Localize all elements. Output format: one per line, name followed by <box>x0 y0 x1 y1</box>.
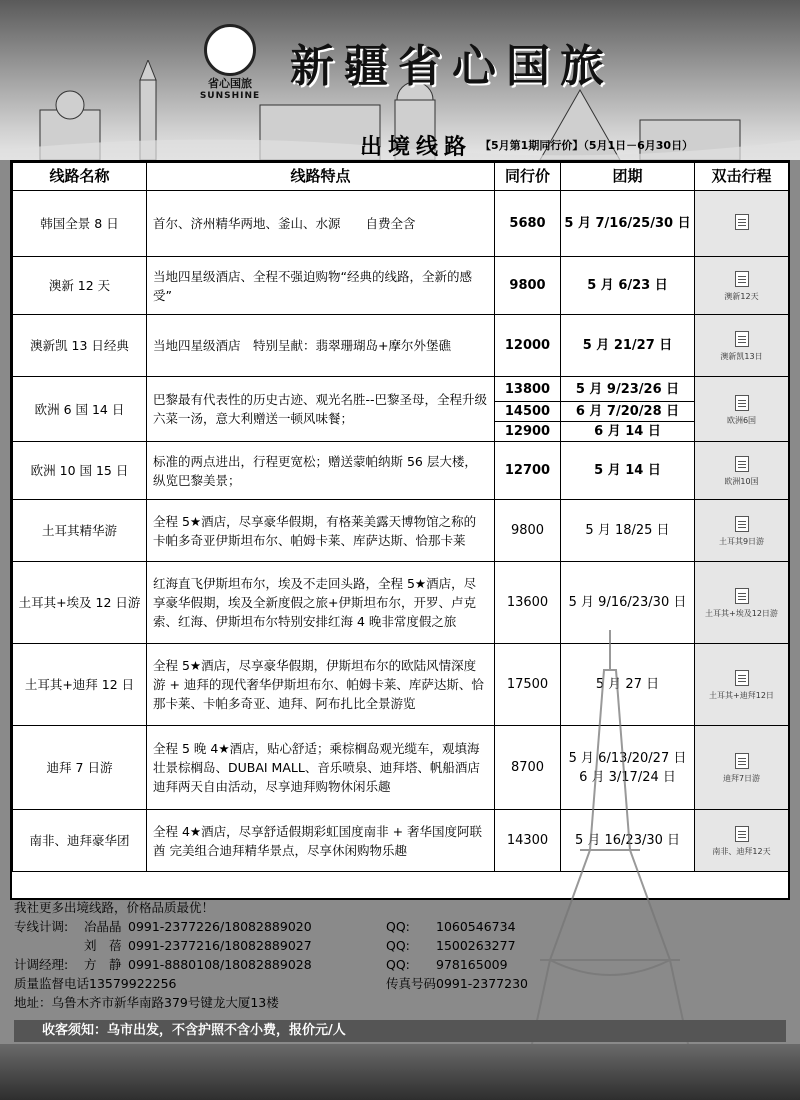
itinerary-link[interactable] <box>695 810 789 872</box>
document-icon[interactable] <box>735 670 749 686</box>
document-icon[interactable] <box>735 331 749 347</box>
booking-notice: 收客须知：乌市出发，不含护照不含小费，报价元/人 <box>14 1020 786 1042</box>
route-features: 巴黎最有代表性的历史古迹、观光名胜--巴黎圣母，全程升级六菜一汤，意大利赠送一顿风味餐； <box>147 377 495 442</box>
logo-text <box>190 78 270 102</box>
contact-qq: 1500263277 <box>436 938 516 953</box>
contact-line <box>14 936 786 955</box>
table-row <box>13 191 789 257</box>
address: 地址：乌鲁木齐市新华南路379号键龙大厦13楼 <box>14 995 279 1010</box>
document-icon[interactable] <box>735 588 749 604</box>
contact-qq: 1060546734 <box>436 919 516 934</box>
table-header-row <box>13 163 789 191</box>
contact-qq-label: QQ: <box>386 919 410 934</box>
itinerary-link[interactable] <box>695 644 789 726</box>
route-name: 欧洲 6 国 14 日 <box>13 377 147 442</box>
route-dates: 5 月 27 日 <box>561 644 695 726</box>
route-name: 韩国全景 8 日 <box>13 191 147 257</box>
contact-role: 计调经理: <box>14 957 69 972</box>
contact-intro: 我社更多出境线路，价格品质最优！ <box>14 900 215 915</box>
page-subtitle: 出境线路 <box>360 134 473 160</box>
document-icon[interactable] <box>735 753 749 769</box>
table-row <box>13 257 789 315</box>
fax-number: 传真号码0991-2377230 <box>386 976 528 991</box>
route-dates: 6 月 7/20/28 日 <box>561 402 695 422</box>
globe-heart-icon <box>204 24 256 76</box>
supervision-phone: 质量监督电话13579922256 <box>14 976 177 991</box>
route-name: 南非、迪拜豪华团 <box>13 810 147 872</box>
document-icon[interactable] <box>735 214 749 230</box>
route-dates: 5 月 21/27 日 <box>561 315 695 377</box>
contact-name: 刘 蓓 <box>84 938 122 953</box>
route-features: 标准的两点进出，行程更宽松；赠送蒙帕纳斯 56 层大楼，纵览巴黎美景； <box>147 442 495 500</box>
contact-qq-label: QQ: <box>386 938 410 953</box>
route-dates: 5 月 16/23/30 日 <box>561 810 695 872</box>
contact-role <box>14 936 84 955</box>
col-header-dates: 团期 <box>561 163 695 191</box>
route-name: 土耳其+埃及 12 日游 <box>13 562 147 644</box>
itinerary-label[interactable]: 南非、迪拜12天 <box>712 847 771 856</box>
col-header-name: 线路名称 <box>13 163 147 191</box>
route-dates: 5 月 14 日 <box>561 442 695 500</box>
header-banner <box>0 0 800 160</box>
itinerary-link[interactable] <box>695 315 789 377</box>
route-features: 全程 5 晚 4★酒店，贴心舒适；乘棕榈岛观光缆车，观填海壮景棕榈岛、DUBAI MALL、音乐喷泉、迪拜塔、帆船酒店迪拜两天自由活动，尽享迪拜购物休闲乐趣 <box>147 726 495 810</box>
subtitle-bar <box>360 132 693 158</box>
logo-en: SUNSHINE <box>199 91 261 101</box>
document-icon[interactable] <box>735 516 749 532</box>
itinerary-link[interactable] <box>695 442 789 500</box>
route-dates: 6 月 14 日 <box>561 422 695 442</box>
itinerary-link[interactable] <box>695 377 789 442</box>
route-price: 9800 <box>495 500 561 562</box>
itinerary-label[interactable]: 欧洲6国 <box>726 415 757 425</box>
contact-line <box>14 917 786 936</box>
contact-name: 冶晶晶 <box>84 919 122 934</box>
contact-section <box>14 898 786 1012</box>
itinerary-label[interactable]: 土耳其+埃及12日游 <box>705 609 778 618</box>
document-icon[interactable] <box>735 826 749 842</box>
document-icon[interactable] <box>735 271 749 287</box>
route-name: 澳新凯 13 日经典 <box>13 315 147 377</box>
route-features: 当地四星级酒店、全程不强迫购物“经典的线路，全新的感受” <box>147 257 495 315</box>
route-dates: 5 月 6/23 日 <box>561 257 695 315</box>
contact-phone: 0991-2377226/18082889020 <box>128 919 312 934</box>
contact-name: 方 静 <box>84 957 122 972</box>
contact-phone: 0991-2377216/18082889027 <box>128 938 312 953</box>
route-features: 首尔、济州精华两地、釜山、水源 自费全含 <box>147 191 495 257</box>
itinerary-link[interactable] <box>695 726 789 810</box>
route-price: 17500 <box>495 644 561 726</box>
route-price: 14300 <box>495 810 561 872</box>
route-features: 全程 5★酒店，尽享豪华假期，有格莱美露天博物馆之称的卡帕多奇亚伊斯坦布尔、帕姆卡莱、库萨达斯、恰那卡莱 <box>147 500 495 562</box>
route-name: 迪拜 7 日游 <box>13 726 147 810</box>
route-price: 5680 <box>495 191 561 257</box>
route-dates: 5 月 9/23/26 日 <box>561 377 695 402</box>
col-header-features: 线路特点 <box>147 163 495 191</box>
route-price: 8700 <box>495 726 561 810</box>
route-price: 12900 <box>495 422 561 442</box>
route-dates: 5 月 9/16/23/30 日 <box>561 562 695 644</box>
table-row <box>13 442 789 500</box>
document-icon[interactable] <box>735 395 749 411</box>
col-header-itinerary: 双击行程 <box>695 163 789 191</box>
table-row <box>13 500 789 562</box>
itinerary-link[interactable] <box>695 191 789 257</box>
route-name: 欧洲 10 国 15 日 <box>13 442 147 500</box>
route-features: 红海直飞伊斯坦布尔，埃及不走回头路，全程 5★酒店，尽享豪华假期，埃及全新度假之旅+伊斯坦布尔，开罗、卢克索、红海、伊斯坦布尔特别安排红海 4 晚非常度假之旅 <box>147 562 495 644</box>
itinerary-label[interactable]: 澳新12天 <box>724 292 759 301</box>
route-date-line: 6 月 3/17/24 日 <box>579 769 676 785</box>
contact-line <box>14 955 786 974</box>
itinerary-label[interactable]: 土耳其+迪拜12日 <box>709 691 774 700</box>
route-features: 全程 4★酒店，尽享舒适假期彩虹国度南非 + 奢华国度阿联酋 完美组合迪拜精华景点，尽享休闲购物乐趣 <box>147 810 495 872</box>
contact-line <box>14 974 786 993</box>
table-row <box>13 377 789 402</box>
route-features: 全程 5★酒店，尽享豪华假期，伊斯坦布尔的欧陆风情深度游 + 迪拜的现代奢华伊斯坦布尔、帕姆卡莱、库萨达斯、恰那卡莱、卡帕多奇亚、迪拜、阿布扎比全景游览 <box>147 644 495 726</box>
route-name: 澳新 12 天 <box>13 257 147 315</box>
footer-landscape-image <box>0 1044 800 1100</box>
itinerary-label[interactable]: 澳新凯13日 <box>720 352 763 361</box>
brand-logo <box>190 22 270 102</box>
route-dates: 5 月 7/16/25/30 日 <box>561 191 695 257</box>
route-features: 当地四星级酒店 特别呈献：翡翠珊瑚岛+摩尔外堡礁 <box>147 315 495 377</box>
itinerary-label[interactable]: 土耳其9日游 <box>718 537 765 546</box>
logo-cn: 省心国旅 <box>208 77 252 90</box>
route-name: 土耳其精华游 <box>13 500 147 562</box>
itinerary-link[interactable] <box>695 562 789 644</box>
route-price: 13800 <box>495 377 561 402</box>
contact-qq-label: QQ: <box>386 957 410 972</box>
itinerary-link[interactable] <box>695 500 789 562</box>
itinerary-link[interactable] <box>695 257 789 315</box>
route-price: 12700 <box>495 442 561 500</box>
route-price: 13600 <box>495 562 561 644</box>
document-icon[interactable] <box>735 456 749 472</box>
table-row <box>13 315 789 377</box>
route-name: 土耳其+迪拜 12 日 <box>13 644 147 726</box>
route-date-line: 5 月 6/13/20/27 日 <box>568 750 687 766</box>
itinerary-label[interactable]: 欧洲10国 <box>724 477 759 486</box>
route-dates: 5 月 18/25 日 <box>561 500 695 562</box>
contact-role: 专线计调: <box>14 919 69 934</box>
contact-qq: 978165009 <box>436 957 508 972</box>
itinerary-label[interactable]: 迪拜7日游 <box>722 774 761 783</box>
brand-title: 新疆省心国旅 <box>290 41 614 92</box>
col-header-price: 同行价 <box>495 163 561 191</box>
period-note: 【5月第1期同行价】（5月1日－6月30日） <box>480 139 694 152</box>
route-price: 9800 <box>495 257 561 315</box>
route-price: 14500 <box>495 402 561 422</box>
route-price: 12000 <box>495 315 561 377</box>
contact-phone: 0991-8880108/18082889028 <box>128 957 312 972</box>
